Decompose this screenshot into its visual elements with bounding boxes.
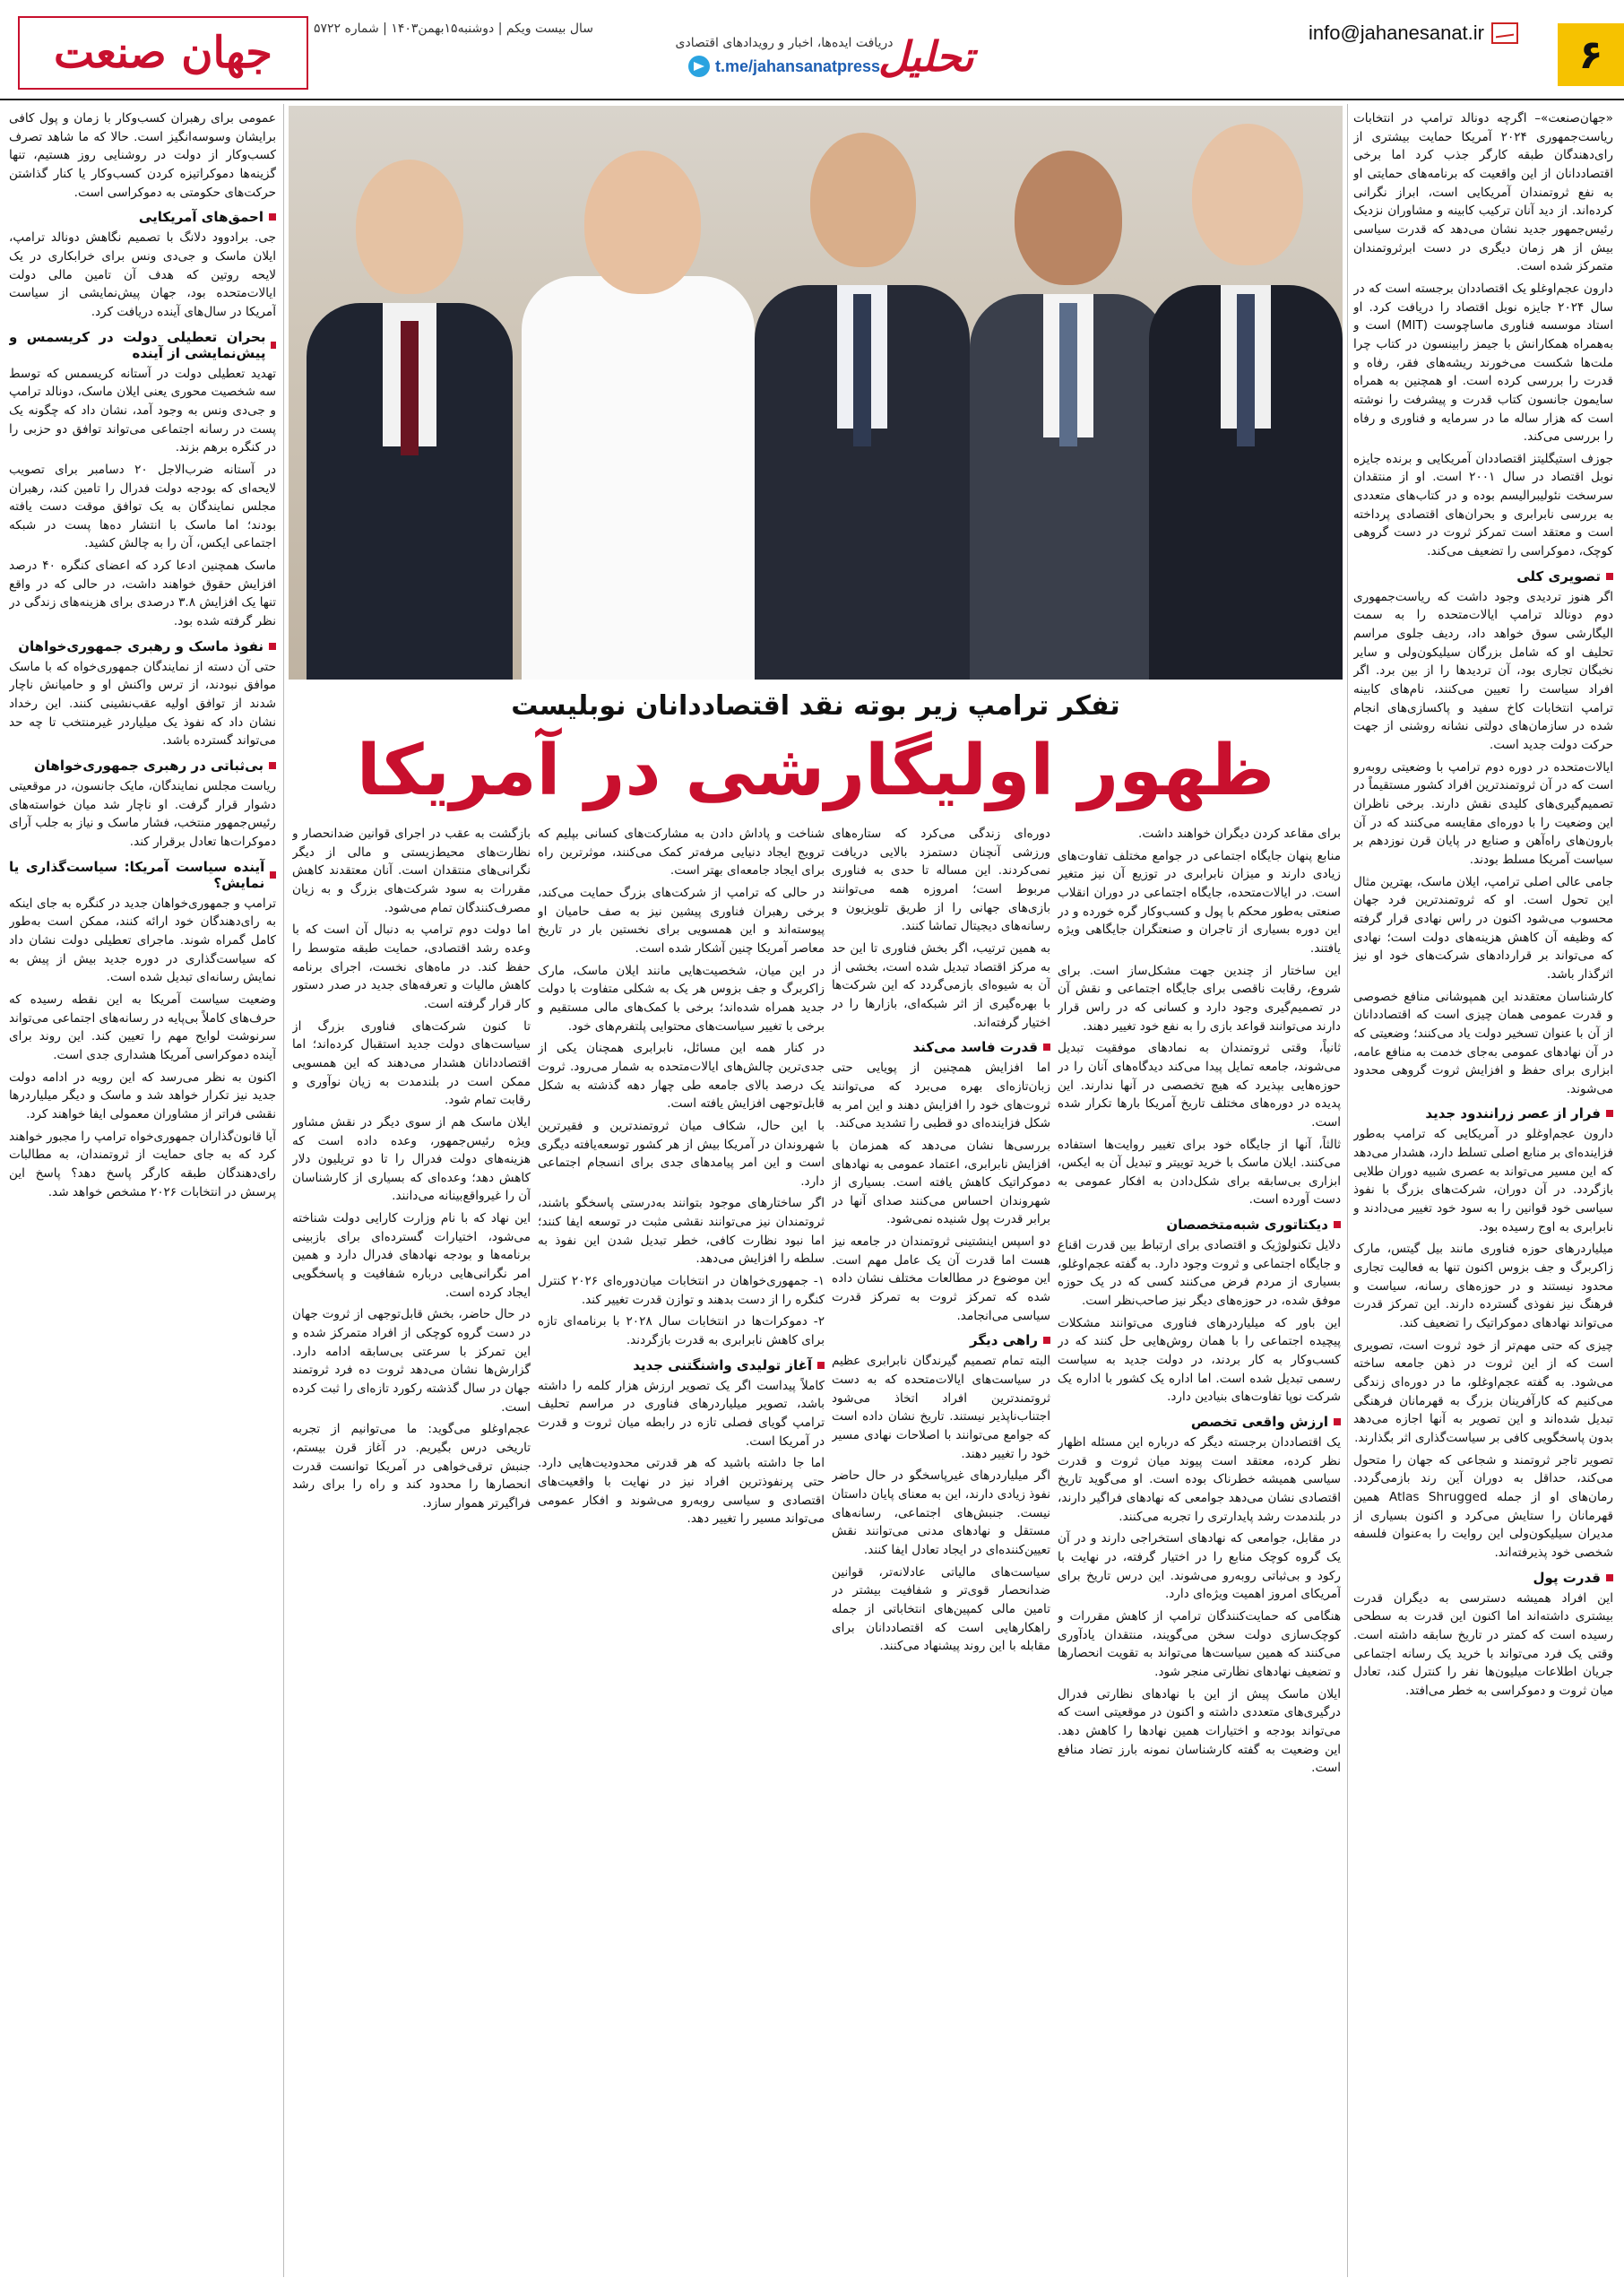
subheading [9, 859, 276, 891]
column-divider [1347, 104, 1348, 2277]
paragraph: در این میان، شخصیت‌هایی مانند ایلان ماسک، مارک زاکربرگ و جف بزوس هر یک به شکلی متفاوت با دولت جدید همراه شده‌اند؛ برخی با کمک‌های مالی مستقیم و برخی با تغییر سیاست‌های محتوایی پلتفرم‌های خود. [538, 963, 825, 1034]
newspaper-logo [18, 16, 308, 90]
paragraph: البته تمام تصمیم گیرندگان نابرابری عظیم در سیاست‌های ایالات‌متحده که به دست ثروتمندترین افراد اتخاذ می‌شود اجتناب‌ناپذیر نیستند. تاریخ نشان داده است که جوامع می‌توانند با اصلاحات نهادی مسیر خود را تغییر دهند. [832, 1354, 1050, 1461]
paragraph: به همین ترتیب، اگر بخش فناوری تا این حد به مرکز اقتصاد تبدیل شده است، بخشی از آن به شیوه‌ای بازمی‌گردد که این شرکت‌ها با بهره‌گیری از اثر شبکه‌ای، بازارها را در اختیار گرفته‌اند. [832, 940, 1050, 1030]
subheading-text: دیکتاتوری شبه‌متخصصان [1166, 1217, 1328, 1234]
person-figure [307, 142, 513, 680]
bullet-square-icon [271, 342, 276, 349]
paragraph: ایلان ماسک پیش از این با نهادهای نظارتی فدرال درگیری‌های متعددی داشته و اکنون در موقعیتی است که می‌تواند بودجه و اختیارات همین نهادها را کاهش دهد. این وضعیت به گفته کارشناسان نمونه بارز تضاد منافع است. [1058, 1686, 1341, 1776]
subheading [9, 758, 276, 774]
paragraph: عجم‌اوغلو می‌گوید: ما می‌توانیم از تجربه تاریخی درس بگیریم. در آغاز قرن بیستم، جنبش ترقی‌خواهی در آمریکا توانست قدرت انحصارها را محدود کند و راه را برای رشد فراگیرتر هموار سازد. [292, 1422, 531, 1511]
subheading-text: بی‌ثباتی در رهبری جمهوری‌خواهان [34, 758, 263, 775]
bullet-square-icon [1043, 1337, 1050, 1344]
logo-text: جهان صنعت [54, 28, 272, 78]
subheading-text: آینده سیاست آمریکا: سیاست‌گذاری یا نمایش؟ [9, 858, 265, 891]
telegram-link-text[interactable]: t.me/jahansanatpress [714, 56, 881, 75]
subheading [1353, 568, 1613, 585]
subheading [1353, 1105, 1613, 1122]
paragraph: جی. برادوود دلانگ با تصمیم نگاهش دونالد ترامپ، ایلان ماسک و جی‌دی ونس برای خرابکاری در یک لایحه روتین که هدف آن تامین مالی دولت ایالات‌متحده بود، جهان پیش‌نمایشی از سیاست آمریکا در سال‌های آینده دریافت کرد. [9, 230, 276, 319]
bullet-square-icon [1334, 1221, 1341, 1228]
subheading-text: تصویری کلی [1516, 567, 1601, 585]
paragraph: تصویر تاجر ثروتمند و شجاعی که جهان را متحول می‌کند، حداقل به دوران آین رند بازمی‌گردد. رمان‌های او از جمله Atlas Shrugged همین قهرمانان را ستایش می‌کرد و اکنون بسیاری از مدیران سیلیکون‌ولی این روایت را به‌عنوان فلسفه شخصی خود پذیرفته‌اند. [1353, 1452, 1613, 1560]
paragraph: با این حال، شکاف میان ثروتمندترین و فقیرترین شهروندان در آمریکا بیش از هر کشور توسعه‌یافته دیگری است و این امر پیامدهای جدی برای انسجام اجتماعی دارد. [538, 1118, 825, 1189]
paragraph: در حالی که ترامپ از شرکت‌های بزرگ حمایت می‌کند، برخی رهبران فناوری پیشین نیز به صف حامیان او پیوسته‌اند و این همسویی برای نخستین بار در تاریخ معاصر آمریکا چنین آشکار شده است. [538, 885, 825, 956]
article-kicker: تفکر ترامپ زیر بوته نقد اقتصاددانان نوبلیست [511, 690, 1120, 722]
issue-info: سال بیست ویکم | دوشنبه۱۵بهمن۱۴۰۳ | شماره ۵۷۲۲ [314, 22, 594, 36]
bullet-square-icon [1334, 1418, 1341, 1425]
article-photo [289, 106, 1343, 680]
page-number: ۶ [1558, 23, 1624, 86]
paragraph: میلیاردرهای حوزه فناوری مانند بیل گیتس، مارک زاکربرگ و جف بزوس اکنون تنها به فعالیت تجاری محدود نیستند و در حوزه‌های رسانه، سیاست و فرهنگ نیز نفوذی گسترده دارند. این تمرکز قدرت می‌تواند نهادهای دموکراتیک را تضعیف کند. [1353, 1242, 1613, 1331]
paragraph: در حال حاضر، بخش قابل‌توجهی از ثروت جهان در دست گروه کوچکی از افراد متمرکز شده و این تمرکز با سرعتی بی‌سابقه ادامه دارد. گزارش‌ها نشان می‌دهد ثروت ده فرد ثروتمند جهان در سال گذشته رکورد تازه‌ای را ثبت کرده است. [292, 1307, 531, 1415]
paragraph: اکنون به نظر می‌رسد که این رویه در ادامه دولت جدید نیز تکرار خواهد شد و ماسک و دیگر میلیاردرها نقشی فراتر از مشاوران معمولی ایفا خواهند کرد. [9, 1070, 276, 1122]
paragraph: بازگشت به عقب در اجرای قوانین ضدانحصار و نظارت‌های محیط‌زیستی و مالی از دیگر نگرانی‌های منتقدان است. آنان معتقدند کاهش مقررات به سود شرکت‌های بزرگ و به زیان مصرف‌کنندگان تمام می‌شود. [292, 827, 531, 915]
bullet-square-icon [269, 643, 276, 650]
paragraph: ایالات‌متحده در دوره دوم ترامپ با وضعیتی روبه‌رو است که در آن ثروتمندترین افراد کشور مستقیماً در تصمیم‌گیری‌های کلیدی نقش دارند. برخی ناظران این وضعیت را با دوره‌ای مقایسه می‌کنند که در آن بارون‌های راه‌آهن و صنایع در پایان قرن نوزدهم بر سیاست آمریکا مسلط بودند. [1353, 759, 1613, 867]
subheading-text: قدرت فاسد می‌کند [912, 1039, 1038, 1056]
subheading [9, 329, 276, 361]
subheading [1058, 1414, 1341, 1430]
bullet-square-icon [1606, 1110, 1613, 1117]
paragraph: بررسی‌ها نشان می‌دهد که همزمان با افزایش نابرابری، اعتماد عمومی به نهادهای دموکراتیک کاهش یافته است. بسیاری از شهروندان احساس می‌کنند صدای آنها در برابر قدرت پول شنیده نمی‌شود. [832, 1138, 1050, 1227]
subheading-text: فرار از عصر زرانندود جدید [1425, 1105, 1601, 1122]
section-label: تحلیل [878, 32, 974, 81]
email-contact[interactable] [1309, 22, 1518, 45]
paragraph: کارشناسان معتقدند این همپوشانی منافع خصوصی و قدرت عمومی همان چیزی است که اقتصاددانان از آن با عنوان تسخیر دولت یاد می‌کنند؛ وضعیتی که در آن نهادهای عمومی به‌جای خدمت به منافع عامه، ابزاری برای حفظ و افزایش ثروت گروهی محدود می‌شوند. [1353, 989, 1613, 1096]
person-figure [1149, 106, 1343, 680]
paragraph: ۲- دموکرات‌ها در انتخابات سال ۲۰۲۸ با برنامه‌ای تازه برای کاهش نابرابری به قدرت بازگردند. [538, 1314, 825, 1348]
paragraph: ثالثاً، آنها از جایگاه خود برای تغییر روایت‌ها استفاده می‌کنند. ایلان ماسک با خرید توییتر و تبدیل آن به ایکس، ابزاری بی‌سابقه برای شکل‌دادن به افکار عمومی به دست آورده است. [1058, 1137, 1341, 1208]
subheading-text: بحران تعطیلی دولت در کریسمس و پیش‌نمایشی از آینده [9, 328, 266, 361]
paragraph: این افراد همیشه دسترسی به دیگران قدرت بیشتری داشته‌اند اما اکنون این قدرت به سطحی رسیده است که کمتر در تاریخ سابقه داشته است. وقتی یک فرد می‌تواند با خرید یک رسانه اجتماعی جریان اطلاعات میلیون‌ها نفر را کنترل کند، تعادل میان ثروت و دموکراسی به خطر می‌افتد. [1353, 1590, 1613, 1698]
article-column-6 [9, 109, 276, 2279]
article-column-5 [292, 825, 531, 2277]
person-figure [970, 124, 1167, 680]
subheading-text: راهی دیگر [970, 1332, 1038, 1349]
subheading [9, 209, 276, 225]
paragraph: این باور که میلیاردرهای فناوری می‌توانند مشکلات پیچیده اجتماعی را با همان روش‌هایی حل کنند که در کسب‌وکار به کار بردند، در دولت جدید به سیاست رسمی تبدیل شده است. اما اداره یک کشور با اداره یک شرکت نوپا تفاوت‌های بنیادین دارد. [1058, 1315, 1341, 1405]
subheading [1058, 1217, 1341, 1233]
bullet-square-icon [269, 762, 276, 769]
paragraph: ۱- جمهوری‌خواهان در انتخابات میان‌دوره‌ای ۲۰۲۶ کنترل کنگره را از دست بدهند و توازن قدرت تغییر کند. [538, 1274, 825, 1307]
paragraph: این نهاد که با نام وزارت کارایی دولت شناخته می‌شود، اختیارات گسترده‌ای برای بازبینی برنامه‌ها و بودجه نهادهای فدرال دارد و همین امر نگرانی‌هایی درباره شفافیت و پاسخگویی ایجاد کرده است. [292, 1211, 531, 1300]
paragraph: دارون عجم‌اوغلو در آمریکایی که ترامپ به‌طور فزاینده‌ای بر منابع اصلی تسلط دارد، هشدار می‌دهد که این مسیر می‌تواند به عصری شبیه دوران طلایی بازگردد. در آن دوران، شرکت‌های بزرگ با نفوذ سیاسی خود قوانین را به سود خود تغییر می‌دادند و نابرابری به اوج رسیده بود. [1353, 1127, 1613, 1234]
paragraph: ایلان ماسک هم از سوی دیگر در نقش مشاور ویژه رئیس‌جمهور، وعده داده است که هزینه‌های دولت فدرال را تا دو تریلیون دلار کاهش دهد؛ وعده‌ای که بسیاری از کارشناسان آن را غیرواقع‌بینانه می‌دانند. [292, 1114, 531, 1204]
email-address[interactable]: info@jahanesanat.ir [1308, 22, 1484, 44]
bullet-square-icon [270, 871, 276, 879]
paragraph: دارون عجم‌اوغلو یک اقتصاددان برجسته است که در سال ۲۰۲۴ جایزه نوبل اقتصاد را دریافت کرد. او استاد موسسه فناوری ماساچوست (MIT) است و به‌همراه همکارانش با جیمز رابینسون در کتاب چرا ملت‌ها شکست می‌خورند ریشه‌های فقر، رفاه و قدرت را بررسی کرده است. او همچنین به همراه سایمون جانسون کتاب قدرت و پیشرفت را نوشته است که هزار ساله ما در سرمایه و فناوری و رفاه را بررسی می‌کند. [1353, 281, 1613, 445]
subheading [538, 1357, 825, 1373]
column-divider [283, 104, 284, 2277]
paragraph: ترامپ و جمهوری‌خواهان جدید در کنگره به جای اینکه به رای‌دهندگان خود ارائه کنند، ممکن است به‌طور کامل گمراه شوند. ماجرای تعطیلی دولت نشان داد که سیاست‌گذاری در دوره جدید بیش از پیش به نمایش رسانه‌ای تبدیل شده است. [9, 896, 276, 985]
paragraph: «جهان‌صنعت»– اگرچه دونالد ترامپ در انتخابات ریاست‌جمهوری ۲۰۲۴ آمریکا حمایت بیشتری از رای‌دهندگان طبقه کارگر جذب کرد اما برخی اقتصاددانان از این واقعیت که برنامه‌های حمایتی او به نفع ثروتمندان آمریکایی است، ابراز نگرانی کرده‌اند. از دید آنان ترکیب کابینه و مشاوران نزدیک رئیس‌جمهور جدید نشان می‌دهد که قدرت سیاسی بیش از هر زمان دیگری در دست ابرثروتمندان متمرکز شده است. [1353, 111, 1613, 274]
subheading-text: آغاز تولیدی واشنگتنی جدید [633, 1356, 812, 1373]
subheading [1353, 1570, 1613, 1586]
subheading-text: ارزش واقعی تخصص [1190, 1414, 1328, 1431]
paragraph: ماسک همچنین ادعا کرد که اعضای کنگره ۴۰ درصد افزایش حقوق خواهند داشت، در حالی که در واقع تنها یک افزایش ۳.۸ درصدی برای هزینه‌های زندگی در نظر گرفته شده بود. [9, 559, 276, 629]
subheading-text: نفوذ ماسک و رهبری جمهوری‌خواهان [18, 637, 263, 654]
paragraph: تا کنون شرکت‌های فناوری بزرگ از سیاست‌های دولت جدید استقبال کرده‌اند؛ اما اقتصاددانان هشدار می‌دهند که این همسویی ممکن است در بلندمدت به زیان نوآوری و رقابت تمام شود. [292, 1018, 531, 1108]
envelope-icon [1491, 22, 1518, 44]
paragraph: آیا قانون‌گذاران جمهوری‌خواه ترامپ را مجبور خواهند کرد که به جای حمایت از ثروتمندان، به مطالبات رای‌دهندگان طبقه کارگر پاسخ دهد؟ پاسخ این پرسش در انتخابات ۲۰۲۶ مشخص خواهد شد. [9, 1129, 276, 1199]
bullet-square-icon [1606, 573, 1613, 580]
paragraph: اگر هنوز تردیدی وجود داشت که ریاست‌جمهوری دوم دونالد ترامپ ایالات‌متحده را به سمت الیگارشی سوق خواهد داد، ردیف جلوی مراسم تحلیف او که شامل بزرگان سیلیکون‌ولی و سایر نخبگان تجاری بود، آن تردیدها را از بین برد. اگر افراد سیاست را تعیین می‌کنند، نام‌های کابینه ترامپ انتخابات کاخ سفید و پاکسازی‌های انجام شده در سازمان‌های دولتی نشانه روشنی از جهت حرکت دولت جدید است. [1353, 589, 1613, 752]
paragraph: جوزف استیگلیتز اقتصاددان آمریکایی و برنده جایزه نوبل اقتصاد در سال ۲۰۰۱ است. او از منتقدان سرسخت نئولیبرالیسم بوده و در کتاب‌های متعددی به بررسی نابرابری و بحران‌های اقتصادی پرداخته است و معتقد است تمرکز ثروت در دست گروهی کوچک، دموکراسی را تضعیف می‌کند. [1353, 451, 1613, 559]
subheading [832, 1332, 1050, 1348]
paragraph: عمومی برای رهبران کسب‌وکار با زمان و پول کافی برایشان وسوسه‌انگیز است. حالا که ما شاهد تصرف کسب‌وکار از دولت در روشنایی روز هستیم، تنها گزینه‌ها دموکراتیزه کردن کسب‌وکار یا کنار گذاشتن حرکت‌های حکومتی به دموکراسی است. [9, 111, 276, 200]
subheading-text: قدرت پول [1533, 1569, 1601, 1586]
page-header [0, 0, 1624, 100]
article-column-2 [1058, 825, 1341, 2277]
paragraph: سیاست‌های مالیاتی عادلانه‌تر، قوانین ضدانحصار قوی‌تر و شفافیت بیشتر در تامین مالی کمپین‌های انتخاباتی از جمله راهکارهایی است که اقتصاددانان برای مقابله با این روند پیشنهاد می‌کنند. [832, 1564, 1050, 1654]
paragraph: منابع پنهان جایگاه اجتماعی در جوامع مختلف تفاوت‌های زیادی دارند و میزان نابرابری در توزیع آن نیز متغیر است. در ایالات‌متحده، جایگاه اجتماعی در دوران انقلاب صنعتی به‌طور محکم با پول و کسب‌وکار گره خورده و در این دوره بسیاری از تاجران و صنعتگران جایگاهی ویژه یافتند. [1058, 848, 1341, 956]
subheading-text: احمق‌های آمریکایی [138, 209, 263, 226]
paragraph: کاملاً پیداست اگر یک تصویر ارزش هزار کلمه را داشته باشد، تصویر میلیاردرهای فناوری در مراسم تحلیف ترامپ گویای فصلی تازه در رابطه میان ثروت و قدرت در آمریکا است. [538, 1378, 825, 1449]
paragraph: تهدید تعطیلی دولت در آستانه کریسمس که توسط سه شخصیت محوری یعنی ایلان ماسک، دونالد ترامپ و جی‌دی ونس به وجود آمد، نشان داد که چگونه یک پست در رسانه اجتماعی می‌تواند توافق دو حزبی را در کنگره برهم بزند. [9, 366, 276, 455]
article-headline: ظهور اولیگارشی در آمریکا [356, 731, 1275, 811]
telegram-description: دریافت ایده‌ها، اخبار و رویدادهای اقتصادی [675, 36, 894, 50]
paragraph: اگر ساختارهای موجود بتوانند به‌درستی پاسخگو باشند، ثروتمندان نیز می‌توانند نقشی مثبت در توسعه ایفا کنند؛ اما نبود نظارت کافی، خطر تبدیل شدن این نفوذ به سلطه را افزایش می‌دهد. [538, 1196, 825, 1267]
bullet-square-icon [269, 213, 276, 221]
telegram-promo [654, 36, 914, 77]
paragraph: دو اسپس اینشتینی ثروتمندان در جامعه نیز هست اما قدرت آن یک عامل مهم است. این موضوع در مطالعات مختلف نشان داده شده که تمرکز ثروت به تمرکز قدرت سیاسی می‌انجامد. [832, 1234, 1050, 1323]
paragraph: چیزی که حتی مهم‌تر از خود ثروت است، تصویری است که از این ثروت در ذهن جامعه ساخته می‌شود. به گفته عجم‌اوغلو، ما در دوره‌ای زندگی می‌کنیم که کارآفرینان بزرگ به قهرمانان فرهنگی تبدیل شده‌اند و این تصویر به آنها اجازه می‌دهد بدون پاسخگویی کافی بر سیاست‌گذاری اثر بگذارند. [1353, 1338, 1613, 1445]
paragraph: در مقابل، جوامعی که نهادهای استخراجی دارند و در آن یک گروه کوچک منابع را در اختیار گرفته، در نهایت با رکود و بی‌ثباتی روبه‌رو می‌شوند. این درس تاریخ برای آمریکای امروز اهمیت ویژه‌ای دارد. [1058, 1531, 1341, 1602]
paragraph: برای مقاعد کردن دیگران خواهند داشت. [1138, 827, 1341, 841]
paragraph: وضعیت سیاست آمریکا به این نقطه رسیده که حرف‌های کاملاً بی‌پایه در رسانه‌های اجتماعی می‌تواند سرنوشت لوایح مهم را تعیین کند. این روند برای آینده دموکراسی آمریکا هشداری جدی است. [9, 992, 276, 1062]
paragraph: جامی عالی اصلی ترامپ، ایلان ماسک، بهترین مثال این تحول است. او که ثروتمندترین فرد جهان محسوب می‌شود اکنون در راس نهادی قرار گرفته که وظیفه آن کاهش هزینه‌های دولت است؛ نهادی که می‌تواند بر قراردادهای شرکت‌های خود او نیز اثرگذار باشد. [1353, 874, 1613, 982]
paragraph: اما دولت دوم ترامپ به دنبال آن است که با وعده رشد اقتصادی، حمایت طبقه متوسط را حفظ کند. در ماه‌های نخست، اجرای برنامه کاهش مالیات و تعرفه‌های جدید در صدر دستور کار قرار گرفته است. [292, 922, 531, 1011]
paragraph: هنگامی که حمایت‌کنندگان ترامپ از کاهش مقررات و کوچک‌سازی دولت سخن می‌گویند، منتقدان یادآوری می‌کنند که همین سیاست‌ها می‌تواند به تقویت انحصارها و تضعیف نهادهای نظارتی منجر شود. [1058, 1608, 1341, 1679]
article-column-4 [538, 825, 825, 2277]
subheading [9, 638, 276, 654]
telegram-link[interactable] [654, 56, 914, 77]
paragraph: این ساختار از چندین جهت مشکل‌ساز است. برای شروع، رقابت ناقصی برای جایگاه اجتماعی و نقش آن در تصمیم‌گیری وجود دارد و کسانی که در راس قرار دارند می‌توانند قواعد بازی را به نفع خود تغییر دهند. [1058, 963, 1341, 1034]
article-column-3 [832, 825, 1050, 2277]
article-column-1 [1353, 109, 1613, 2279]
bullet-square-icon [1043, 1044, 1050, 1051]
paragraph: حتی آن دسته از نمایندگان جمهوری‌خواه که با ماسک موافق نبودند، از ترس واکنش او و حامیانش ناچار شدند از توافق اولیه عقب‌نشینی کنند. این رخداد نشان داد که نفوذ یک میلیاردر غیرمنتخب تا چه حد می‌تواند گسترده باشد. [9, 659, 276, 749]
paragraph: یک اقتصاددان برجسته دیگر که درباره این مسئله اظهار نظر کرده، معتقد است پیوند میان ثروت و قدرت سیاسی همیشه خطرناک بوده است. او می‌گوید تاریخ اقتصادی نشان می‌دهد جوامعی که نهادهای فراگیر دارند، در بلندمدت رشد پایدارتری را تجربه می‌کنند. [1058, 1435, 1341, 1524]
person-figure [755, 106, 970, 680]
person-figure [522, 115, 755, 680]
paragraph: اگر میلیاردرهای غیرپاسخگو در حال حاضر نفوذ زیادی دارند، این به معنای پایان داستان نیست. جنبش‌های اجتماعی، رسانه‌های مستقل و نهادهای مدنی می‌توانند نقش تعیین‌کننده‌ای در ایجاد تعادل ایفا کنند. [832, 1468, 1050, 1557]
bullet-square-icon [817, 1362, 825, 1369]
paragraph: دوره‌ای زندگی می‌کرد که ستاره‌های ورزشی آنچنان دستمزد بالایی دریافت نمی‌کردند. این مساله تا حدی به فناوری مربوط است؛ امروزه همه می‌توانند بازی‌های جهانی را از طریق تلویزیون و رسانه‌های دیجیتال تماشا کنند. [832, 827, 1050, 934]
paragraph: دلایل تکنولوژیک و اقتصادی برای ارتباط بین قدرت اقناع و جایگاه اجتماعی و ثروت وجود دارد. به گفته عجم‌اوغلو، بسیاری از مردم فرض می‌کنند کسی که در یک حوزه موفق شده، در حوزه‌های دیگر نیز صاحب‌نظر است. [1058, 1238, 1341, 1309]
bullet-square-icon [1606, 1574, 1613, 1581]
paragraph: در آستانه ضرب‌الاجل ۲۰ دسامبر برای تصویب لایحه‌ای که بودجه دولت فدرال را تامین کند، رهبران مجلس نمایندگان به یک توافق موقت دست یافته بودند؛ اما ماسک با انتشار ده‌ها پست در شبکه اجتماعی ایکس، آن را به چالش کشید. [9, 462, 276, 551]
paragraph: شناخت و پاداش دادن به مشارکت‌های کسانی بپلیم که ترویج ایجاد دنیایی مرفه‌تر کمک می‌کنند، موثرترین راه برای ایجاد جامعه‌ای بهتر است. [538, 827, 825, 879]
telegram-icon [688, 56, 710, 77]
paragraph: ثانیاً، وقتی ثروتمندان به نمادهای موفقیت تبدیل می‌شوند، جامعه تمایل پیدا می‌کند دیدگاه‌های آنان را در حوزه‌هایی بپذیرد که هیچ تخصصی در آنها ندارند. این پدیده در دوره‌های مختلف تاریخ آمریکا بارها تکرار شده است. [1058, 1041, 1341, 1130]
paragraph: ریاست مجلس نمایندگان، مایک جانسون، در موقعیتی دشوار قرار گرفت. او ناچار شد میان خواسته‌های رئیس‌جمهور منتخب، فشار ماسک و نیاز به جلب آرای دموکرات‌ها تعادل برقرار کند. [9, 779, 276, 849]
paragraph: در کنار همه این مسائل، نابرابری همچنان یکی از جدی‌ترین چالش‌های ایالات‌متحده به شمار می‌رود. ثروت یک درصد بالای جامعه طی چهار دهه گذشته به شکل قابل‌توجهی افزایش یافته است. [538, 1041, 825, 1112]
paragraph: اما افزایش همچنین از پویایی حتی زبان‌تازه‌ای بهره می‌برد که می‌توانند ثروت‌های خود را افزایش دهند و این امر به شکل فزاینده‌ای دو قطبی را تشدید می‌کند. [832, 1061, 1050, 1131]
paragraph: اما جا داشته باشید که هر قدرتی محدودیت‌هایی دارد. حتی پرنفوذترین افراد نیز در نهایت با واقعیت‌های اقتصادی و سیاسی روبه‌رو می‌شوند و افکار عمومی می‌تواند مسیر را تغییر دهد. [538, 1456, 825, 1527]
subheading [832, 1039, 1050, 1055]
